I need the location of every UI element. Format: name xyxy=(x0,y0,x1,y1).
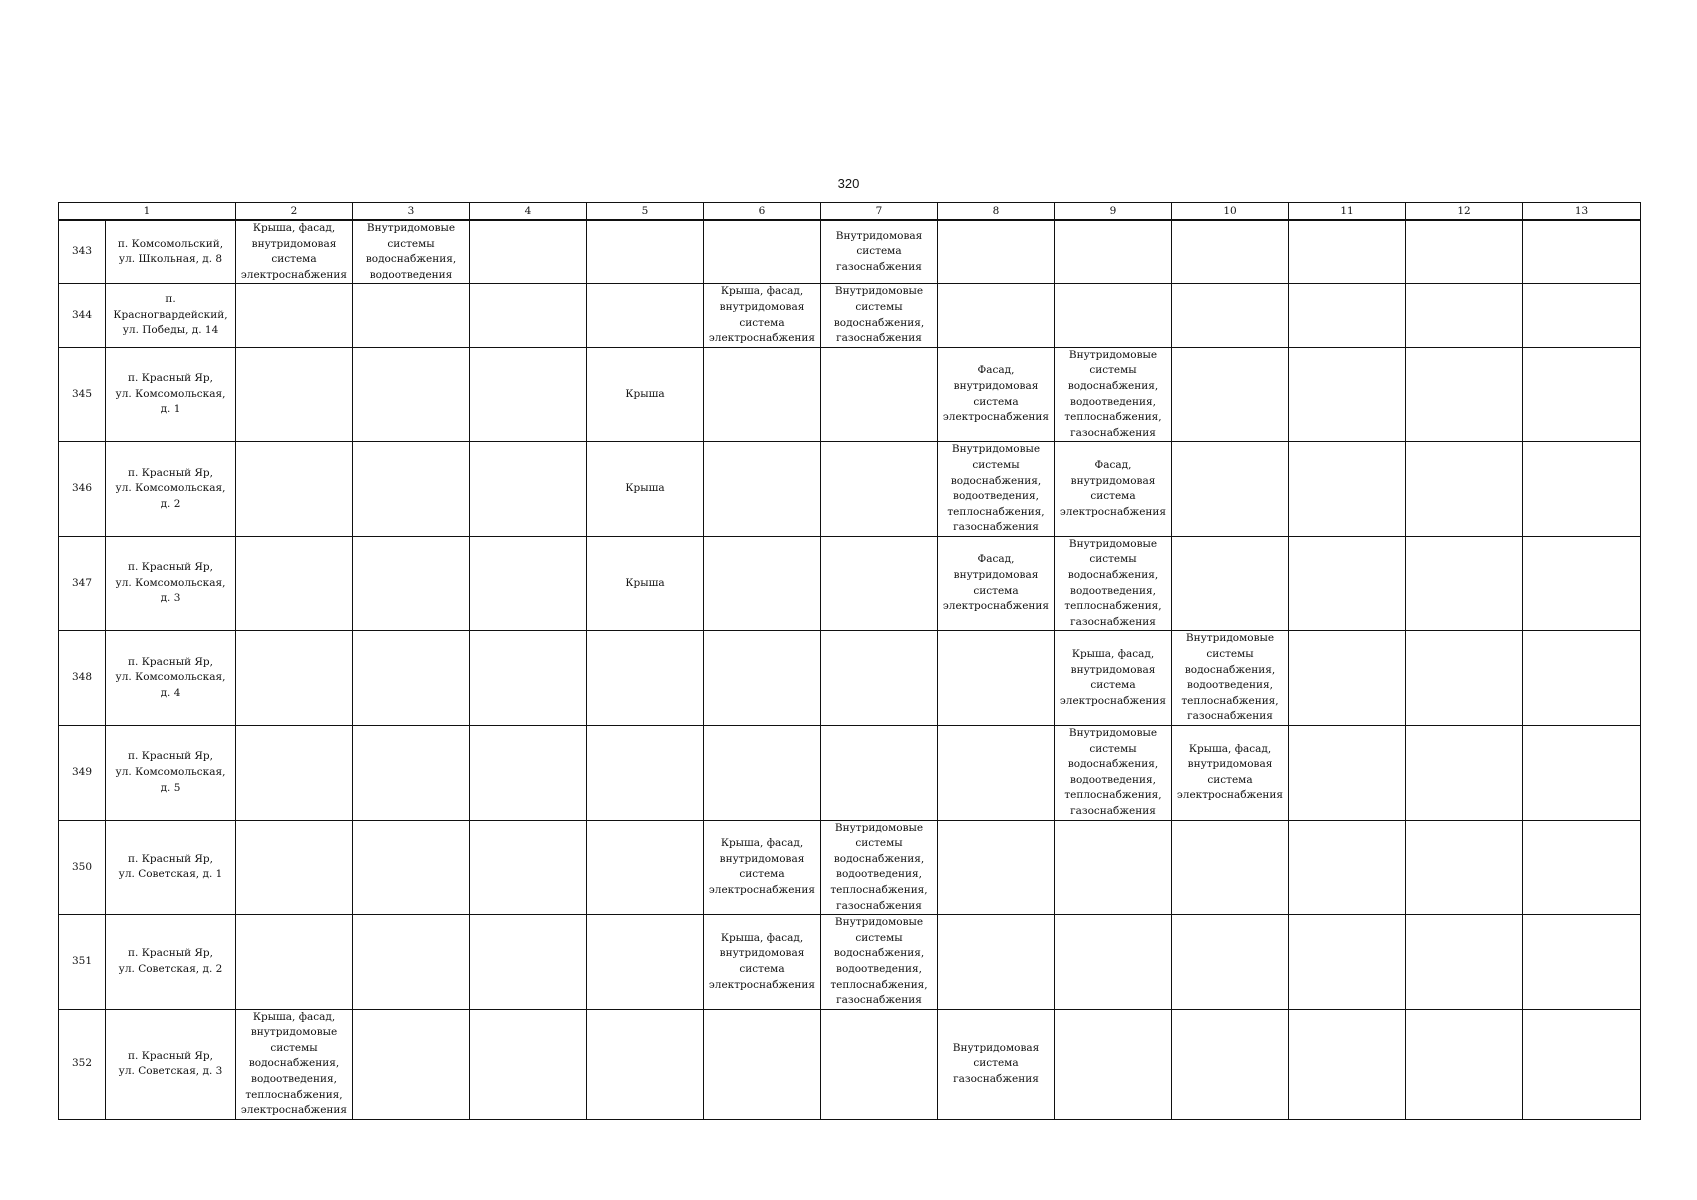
work-cell-col-3 xyxy=(353,536,470,631)
column-header-5: 5 xyxy=(587,203,704,221)
work-cell-col-2 xyxy=(236,631,353,726)
work-cell-col-12 xyxy=(1406,726,1523,821)
work-cell-col-13 xyxy=(1523,820,1641,915)
address-line: д. 5 xyxy=(160,781,181,794)
page-number: 320 xyxy=(837,176,860,191)
work-text-line: водоснабжения, xyxy=(950,474,1042,487)
address-line: ул. Советская, д. 2 xyxy=(118,962,223,975)
row-number: 351 xyxy=(59,915,106,1010)
work-text-line: водоснабжения, xyxy=(833,316,925,329)
address-line: д. 4 xyxy=(160,687,181,700)
work-text-line: Крыша xyxy=(625,576,665,589)
work-cell-col-13 xyxy=(1523,347,1641,442)
work-text-line: водоотведения xyxy=(369,268,453,281)
work-cell-col-13 xyxy=(1523,220,1641,284)
address-line: п. Красный Яр, xyxy=(128,561,213,574)
work-cell-col-9 xyxy=(1055,915,1172,1010)
row-number: 346 xyxy=(59,442,106,537)
column-header-7: 7 xyxy=(821,203,938,221)
work-text-line: водоотведения, xyxy=(1070,395,1156,408)
work-cell-col-6 xyxy=(704,915,821,1010)
address-cell xyxy=(106,1009,236,1119)
work-cell-col-13 xyxy=(1523,536,1641,631)
work-cell-col-6 xyxy=(704,442,821,537)
work-text-line: водоснабжения, xyxy=(833,947,925,960)
work-text-line: теплоснабжения, xyxy=(947,505,1045,518)
column-header-9: 9 xyxy=(1055,203,1172,221)
work-text-line: электроснабжения xyxy=(708,332,816,345)
row-number: 352 xyxy=(59,1009,106,1119)
address-line: ул. Комсомольская, xyxy=(115,387,226,400)
work-cell-col-3 xyxy=(353,284,470,347)
work-text-line: система xyxy=(1090,490,1136,503)
address-line: ул. Комсомольская, xyxy=(115,765,226,778)
work-cell-col-4 xyxy=(470,442,587,537)
work-text-line: системы xyxy=(1089,742,1137,755)
work-text-line: Фасад, xyxy=(977,364,1015,377)
address-cell xyxy=(106,220,236,284)
work-cell-col-11 xyxy=(1289,820,1406,915)
work-cell-col-2 xyxy=(236,820,353,915)
work-cell-col-2 xyxy=(236,915,353,1010)
work-cell-col-5 xyxy=(587,1009,704,1119)
work-cell-col-12 xyxy=(1406,284,1523,347)
work-text-line: Внутридомовые xyxy=(951,443,1041,456)
work-text-line: Крыша, фасад, xyxy=(252,222,336,234)
work-text-line: Крыша, фасад, xyxy=(720,285,804,298)
work-cell-col-5 xyxy=(587,284,704,347)
work-cell-col-9 xyxy=(1055,631,1172,726)
work-text-line: система xyxy=(271,253,317,266)
work-text-line: теплоснабжения, xyxy=(1181,694,1279,707)
work-cell-col-7 xyxy=(821,347,938,442)
address-line: п. Красный Яр, xyxy=(128,750,213,763)
work-text-line: газоснабжения xyxy=(1070,804,1156,817)
address-line: п. Комсомольский, xyxy=(117,237,224,250)
work-cell-col-9 xyxy=(1055,536,1172,631)
work-text-line: электроснабжения xyxy=(1059,505,1167,518)
row-number: 343 xyxy=(59,220,106,284)
address-line: ул. Комсомольская, xyxy=(115,482,226,495)
work-cell-col-4 xyxy=(470,220,587,284)
work-cell-col-8 xyxy=(938,284,1055,347)
work-cell-col-13 xyxy=(1523,442,1641,537)
work-text-line: Крыша, фасад, xyxy=(720,837,804,850)
work-cell-col-7 xyxy=(821,820,938,915)
work-cell-col-7 xyxy=(821,726,938,821)
work-text-line: Внутридомовые xyxy=(1185,632,1275,645)
column-header-11: 11 xyxy=(1289,203,1406,221)
work-cell-col-13 xyxy=(1523,284,1641,347)
work-cell-col-10 xyxy=(1172,726,1289,821)
work-text-line: внутридомовая xyxy=(953,379,1039,392)
work-text-line: внутридомовые xyxy=(250,1026,338,1039)
work-cell-col-10 xyxy=(1172,442,1289,537)
work-text-line: Фасад, xyxy=(977,553,1015,566)
row-number: 350 xyxy=(59,820,106,915)
work-text-line: Внутридомовые xyxy=(1068,348,1158,361)
work-cell-col-8 xyxy=(938,915,1055,1010)
work-text-line: система xyxy=(1090,679,1136,692)
work-cell-col-2 xyxy=(236,347,353,442)
table-row xyxy=(59,220,1641,284)
work-cell-col-7 xyxy=(821,442,938,537)
work-cell-col-4 xyxy=(470,347,587,442)
address-cell xyxy=(106,631,236,726)
address-line: п. Красный Яр, xyxy=(128,1049,213,1062)
address-line: ул. Комсомольская, xyxy=(115,671,226,684)
address-line: ул. Советская, д. 1 xyxy=(118,868,223,881)
work-cell-col-12 xyxy=(1406,442,1523,537)
table-row xyxy=(59,536,1641,631)
row-number: 347 xyxy=(59,536,106,631)
work-text-line: система xyxy=(973,395,1019,408)
works-schedule-table xyxy=(58,202,1641,1120)
address-line: п. Красногвардейский, xyxy=(113,293,228,321)
work-text-line: система xyxy=(1207,773,1253,786)
row-number: 348 xyxy=(59,631,106,726)
work-text-line: Крыша xyxy=(625,482,665,495)
address-line: д. 3 xyxy=(160,592,181,605)
work-cell-col-12 xyxy=(1406,347,1523,442)
work-text-line: электроснабжения xyxy=(708,883,816,896)
address-line: ул. Школьная, д. 8 xyxy=(118,253,223,266)
work-text-line: Крыша, фасад, xyxy=(252,1010,336,1023)
work-text-line: теплоснабжения, xyxy=(245,1088,343,1101)
address-cell xyxy=(106,284,236,347)
work-text-line: системы xyxy=(1089,364,1137,377)
work-text-line: электроснабжения xyxy=(942,411,1050,424)
work-text-line: Крыша, фасад, xyxy=(720,931,804,944)
column-header-2: 2 xyxy=(236,203,353,221)
work-cell-col-4 xyxy=(470,915,587,1010)
work-cell-col-2 xyxy=(236,284,353,347)
work-text-line: внутридомовая xyxy=(1070,663,1156,676)
work-cell-col-9 xyxy=(1055,347,1172,442)
work-cell-col-5 xyxy=(587,347,704,442)
work-cell-col-3 xyxy=(353,220,470,284)
work-text-line: системы xyxy=(855,300,903,313)
work-text-line: электроснабжения xyxy=(1059,694,1167,707)
work-cell-col-3 xyxy=(353,726,470,821)
row-number: 344 xyxy=(59,284,106,347)
work-text-line: система xyxy=(856,245,902,258)
work-text-line: газоснабжения xyxy=(953,521,1039,534)
work-text-line: Внутридомовые xyxy=(366,222,456,234)
work-text-line: водоотведения, xyxy=(1187,679,1273,692)
address-line: п. Красный Яр, xyxy=(128,947,213,960)
work-text-line: электроснабжения xyxy=(708,978,816,991)
work-cell-col-13 xyxy=(1523,1009,1641,1119)
work-text-line: газоснабжения xyxy=(836,260,922,273)
work-cell-col-6 xyxy=(704,631,821,726)
work-text-line: Внутридомовая xyxy=(835,229,923,242)
work-cell-col-8 xyxy=(938,726,1055,821)
work-text-line: газоснабжения xyxy=(1070,615,1156,628)
work-cell-col-8 xyxy=(938,820,1055,915)
work-cell-col-11 xyxy=(1289,726,1406,821)
work-cell-col-12 xyxy=(1406,631,1523,726)
work-text-line: система xyxy=(973,584,1019,597)
table-body xyxy=(59,203,1641,1120)
work-cell-col-3 xyxy=(353,442,470,537)
work-text-line: Внутридомовые xyxy=(834,821,924,834)
address-cell xyxy=(106,915,236,1010)
work-cell-col-11 xyxy=(1289,442,1406,537)
address-line: ул. Комсомольская, xyxy=(115,576,226,589)
address-line: ул. Советская, д. 3 xyxy=(118,1065,223,1078)
work-cell-col-13 xyxy=(1523,915,1641,1010)
work-cell-col-10 xyxy=(1172,631,1289,726)
work-cell-col-13 xyxy=(1523,726,1641,821)
work-text-line: системы xyxy=(855,931,903,944)
column-header-1: 1 xyxy=(59,203,236,221)
work-text-line: газоснабжения xyxy=(953,1073,1039,1086)
work-cell-col-8 xyxy=(938,536,1055,631)
work-text-line: теплоснабжения, xyxy=(830,883,928,896)
work-cell-col-4 xyxy=(470,536,587,631)
table-row xyxy=(59,347,1641,442)
work-cell-col-6 xyxy=(704,347,821,442)
work-text-line: системы xyxy=(270,1041,318,1054)
work-cell-col-13 xyxy=(1523,631,1641,726)
work-text-line: внутридомовая xyxy=(719,947,805,960)
work-text-line: системы xyxy=(855,837,903,850)
work-cell-col-6 xyxy=(704,284,821,347)
work-cell-col-4 xyxy=(470,1009,587,1119)
work-cell-col-3 xyxy=(353,915,470,1010)
work-cell-col-4 xyxy=(470,631,587,726)
work-text-line: теплоснабжения, xyxy=(830,978,928,991)
address-line: д. 1 xyxy=(160,403,181,416)
work-text-line: система xyxy=(739,868,785,881)
work-text-line: Внутридомовые xyxy=(1068,537,1158,550)
work-cell-col-11 xyxy=(1289,284,1406,347)
work-cell-col-5 xyxy=(587,915,704,1010)
work-cell-col-11 xyxy=(1289,220,1406,284)
work-text-line: водоснабжения, xyxy=(248,1057,340,1070)
work-cell-col-12 xyxy=(1406,220,1523,284)
work-text-line: Внутридомовая xyxy=(952,1041,1040,1054)
work-cell-col-8 xyxy=(938,220,1055,284)
work-cell-col-3 xyxy=(353,820,470,915)
work-cell-col-9 xyxy=(1055,442,1172,537)
work-cell-col-6 xyxy=(704,1009,821,1119)
table-row xyxy=(59,1009,1641,1119)
work-cell-col-2 xyxy=(236,220,353,284)
work-text-line: водоотведения, xyxy=(836,868,922,881)
work-text-line: внутридомовая xyxy=(953,569,1039,582)
work-cell-col-5 xyxy=(587,726,704,821)
work-cell-col-2 xyxy=(236,726,353,821)
work-text-line: водоотведения, xyxy=(836,962,922,975)
work-cell-col-10 xyxy=(1172,347,1289,442)
work-cell-col-5 xyxy=(587,631,704,726)
work-text-line: газоснабжения xyxy=(836,899,922,912)
work-text-line: теплоснабжения, xyxy=(1064,600,1162,613)
work-cell-col-9 xyxy=(1055,220,1172,284)
work-cell-col-9 xyxy=(1055,726,1172,821)
work-cell-col-11 xyxy=(1289,1009,1406,1119)
work-cell-col-7 xyxy=(821,220,938,284)
work-text-line: система xyxy=(739,316,785,329)
work-cell-col-2 xyxy=(236,442,353,537)
table-row xyxy=(59,442,1641,537)
address-cell xyxy=(106,442,236,537)
work-text-line: водоснабжения, xyxy=(1067,758,1159,771)
work-cell-col-12 xyxy=(1406,536,1523,631)
column-header-10: 10 xyxy=(1172,203,1289,221)
work-text-line: водоснабжения, xyxy=(365,253,457,266)
address-cell xyxy=(106,820,236,915)
work-cell-col-10 xyxy=(1172,1009,1289,1119)
work-text-line: электроснабжения xyxy=(240,268,348,281)
address-cell xyxy=(106,726,236,821)
work-text-line: внутридомовая xyxy=(1187,758,1273,771)
work-text-line: Крыша xyxy=(625,387,665,400)
row-number: 345 xyxy=(59,347,106,442)
work-cell-col-9 xyxy=(1055,1009,1172,1119)
table-row xyxy=(59,915,1641,1010)
work-cell-col-10 xyxy=(1172,915,1289,1010)
work-text-line: теплоснабжения, xyxy=(1064,789,1162,802)
column-header-6: 6 xyxy=(704,203,821,221)
work-text-line: внутридомовая xyxy=(719,852,805,865)
work-cell-col-9 xyxy=(1055,820,1172,915)
work-text-line: Внутридомовые xyxy=(834,916,924,929)
work-text-line: газоснабжения xyxy=(836,994,922,1007)
work-text-line: Внутридомовые xyxy=(1068,727,1158,739)
work-cell-col-6 xyxy=(704,536,821,631)
work-text-line: внутридомовая xyxy=(1070,474,1156,487)
work-cell-col-6 xyxy=(704,820,821,915)
address-line: д. 2 xyxy=(160,497,181,510)
work-text-line: газоснабжения xyxy=(836,332,922,345)
work-cell-col-8 xyxy=(938,1009,1055,1119)
work-cell-col-11 xyxy=(1289,536,1406,631)
work-cell-col-5 xyxy=(587,220,704,284)
work-cell-col-5 xyxy=(587,820,704,915)
work-cell-col-11 xyxy=(1289,347,1406,442)
work-cell-col-10 xyxy=(1172,220,1289,284)
work-cell-col-11 xyxy=(1289,631,1406,726)
address-cell xyxy=(106,347,236,442)
work-cell-col-7 xyxy=(821,1009,938,1119)
work-text-line: Крыша, фасад, xyxy=(1071,648,1155,661)
work-cell-col-4 xyxy=(470,820,587,915)
work-cell-col-2 xyxy=(236,536,353,631)
work-cell-col-7 xyxy=(821,631,938,726)
work-cell-col-4 xyxy=(470,726,587,821)
work-text-line: электроснабжения xyxy=(942,600,1050,613)
row-number: 349 xyxy=(59,726,106,821)
work-text-line: система xyxy=(973,1057,1019,1070)
work-text-line: водоснабжения, xyxy=(833,852,925,865)
work-cell-col-10 xyxy=(1172,284,1289,347)
work-cell-col-7 xyxy=(821,536,938,631)
work-text-line: водоотведения, xyxy=(953,490,1039,503)
work-text-line: электроснабжения xyxy=(1176,789,1284,802)
work-cell-col-2 xyxy=(236,1009,353,1119)
address-line: п. Красный Яр, xyxy=(128,852,213,865)
work-cell-col-3 xyxy=(353,631,470,726)
table-row xyxy=(59,726,1641,821)
work-cell-col-6 xyxy=(704,220,821,284)
work-text-line: водоотведения, xyxy=(251,1073,337,1086)
work-cell-col-8 xyxy=(938,347,1055,442)
work-cell-col-10 xyxy=(1172,536,1289,631)
work-cell-col-10 xyxy=(1172,820,1289,915)
work-cell-col-12 xyxy=(1406,820,1523,915)
address-line: п. Красный Яр, xyxy=(128,372,213,385)
work-text-line: водоснабжения, xyxy=(1067,569,1159,582)
work-text-line: Фасад, xyxy=(1094,458,1132,471)
work-text-line: внутридомовая xyxy=(719,300,805,313)
address-line: ул. Победы, д. 14 xyxy=(122,324,219,337)
address-cell xyxy=(106,536,236,631)
work-cell-col-8 xyxy=(938,631,1055,726)
table-row xyxy=(59,820,1641,915)
column-header-row xyxy=(59,203,1641,221)
address-line: п. Красный Яр, xyxy=(128,466,213,479)
work-text-line: водоснабжения, xyxy=(1184,663,1276,676)
work-cell-col-7 xyxy=(821,915,938,1010)
work-cell-col-4 xyxy=(470,284,587,347)
work-text-line: Внутридомовые xyxy=(834,285,924,298)
column-header-13: 13 xyxy=(1523,203,1641,221)
work-text-line: система xyxy=(739,962,785,975)
work-cell-col-5 xyxy=(587,536,704,631)
work-text-line: газоснабжения xyxy=(1187,710,1273,723)
work-text-line: водоотведения, xyxy=(1070,584,1156,597)
work-cell-col-9 xyxy=(1055,284,1172,347)
address-line: п. Красный Яр, xyxy=(128,655,213,668)
work-text-line: системы xyxy=(1089,553,1137,566)
work-text-line: системы xyxy=(972,458,1020,471)
work-text-line: водоснабжения, xyxy=(1067,379,1159,392)
work-cell-col-5 xyxy=(587,442,704,537)
work-text-line: системы xyxy=(387,237,435,250)
table-row xyxy=(59,284,1641,347)
work-text-line: Крыша, фасад, xyxy=(1188,742,1272,755)
column-header-8: 8 xyxy=(938,203,1055,221)
column-header-4: 4 xyxy=(470,203,587,221)
work-cell-col-11 xyxy=(1289,915,1406,1010)
work-text-line: системы xyxy=(1206,648,1254,661)
work-cell-col-8 xyxy=(938,442,1055,537)
column-header-12: 12 xyxy=(1406,203,1523,221)
work-cell-col-12 xyxy=(1406,915,1523,1010)
column-header-3: 3 xyxy=(353,203,470,221)
work-cell-col-7 xyxy=(821,284,938,347)
work-text-line: электроснабжения xyxy=(240,1104,348,1117)
work-cell-col-3 xyxy=(353,1009,470,1119)
work-cell-col-12 xyxy=(1406,1009,1523,1119)
work-cell-col-3 xyxy=(353,347,470,442)
table-row xyxy=(59,631,1641,726)
work-text-line: водоотведения, xyxy=(1070,773,1156,786)
work-text-line: теплоснабжения, xyxy=(1064,411,1162,424)
work-text-line: газоснабжения xyxy=(1070,426,1156,439)
work-text-line: внутридомовая xyxy=(251,237,337,250)
work-cell-col-6 xyxy=(704,726,821,821)
